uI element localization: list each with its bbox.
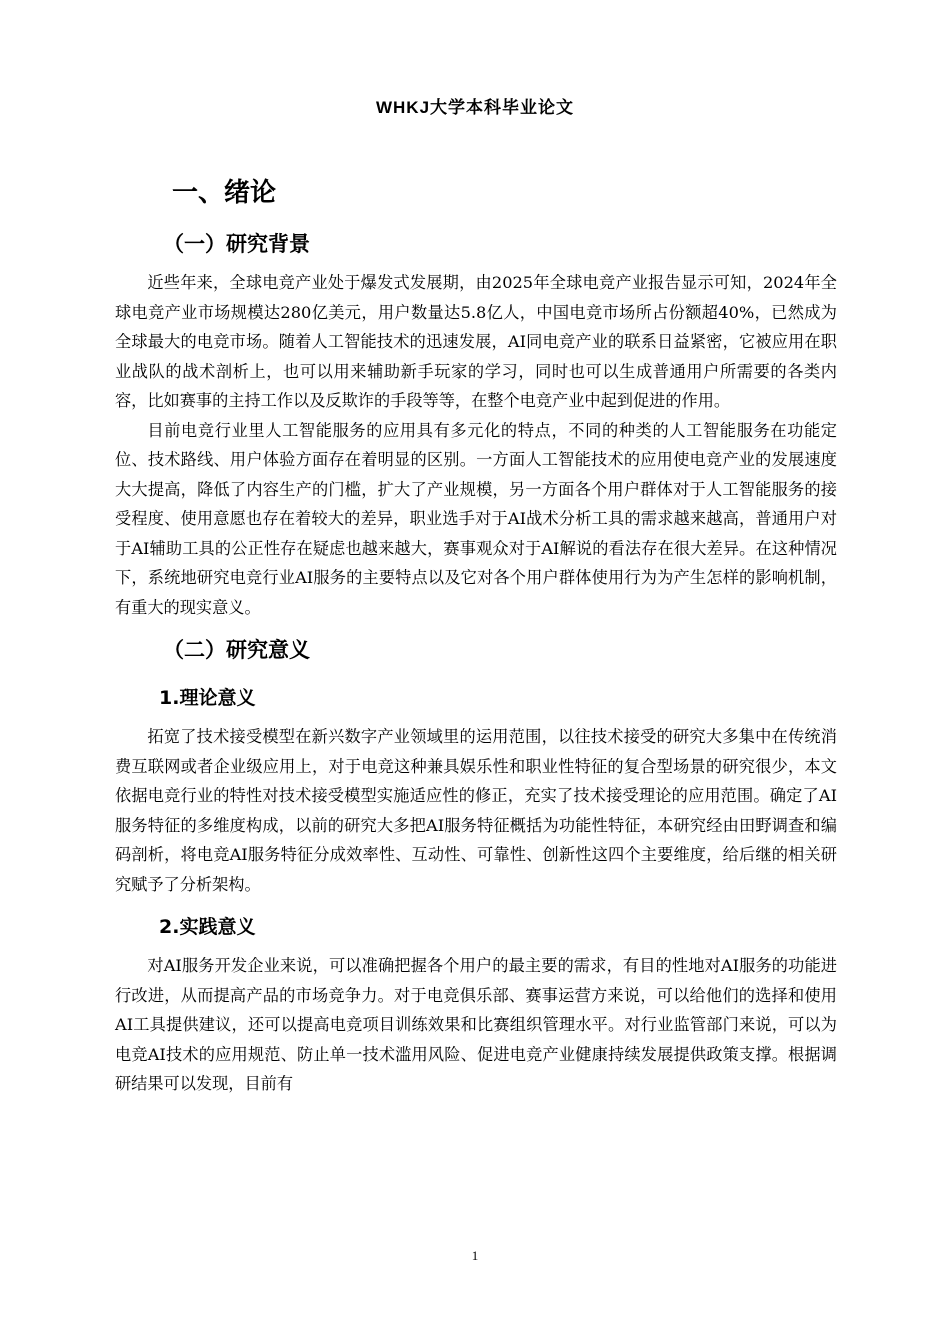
paragraph-background-2: 目前电竞行业里人工智能服务的应用具有多元化的特点，不同的种类的人工智能服务在功能定位、技术路线、用户体验方面存在着明显的区别。一方面人工智能技术的应用使电竞产业的发展速度大大提高，降低了内容生产的门槛，扩大了产业规模，另一方面各个用户群体对于人工智能服务的接受程度、使用意愿也存在着较大的差异，职业选手对于AI战术分析工具的需求越来越高，普通用户对于AI辅助工具的公正性存在疑虑也越来越大，赛事观众对于AI解说的看法存在很大差异。在这种情况下，系统地研究电竞行业AI服务的主要特点以及它对各个用户群体使用行为为产生怎样的影响机制，有重大的现实意义。 — [115, 420, 837, 617]
subsection-title-theoretical: 1.理论意义 — [159, 687, 256, 709]
page-number: 1 — [471, 1248, 479, 1263]
paragraph-practical: 对AI服务开发企业来说，可以准确把握各个用户的最主要的需求，有目的性地对AI服务的功能进行改进，从而提高产品的市场竞争力。对于电竞俱乐部、赛事运营方来说，可以给他们的选择和使用AI工具提供建议，还可以提高电竞项目训练效果和比赛组织管理水平。对行业监管部门来说，可以为电竞AI技术的应用规范、防止单一技术滥用风险、促进电竞产业健康持续发展提供政策支撑。根据调研结果可以发现，目前有 — [115, 956, 837, 1093]
paragraph-background-1: 近些年来，全球电竞产业处于爆发式发展期，由2025年全球电竞产业报告显示可知，2024年全球电竞产业市场规模达280亿美元，用户数量达5.8亿人，中国电竞市场所占份额超40%，已然成为全球最大的电竞市场。随着人工智能技术的迅速发展，AI同电竞产业的联系日益紧密，它被应用在职业战队的战术剖析上，也可以用来辅助新手玩家的学习，同时也可以生成普通用户所需要的各类内容，比如赛事的主持工作以及反欺诈的手段等等，在整个电竞产业中起到促进的作用。 — [115, 273, 837, 410]
section-title-significance: （二）研究意义 — [163, 638, 310, 662]
document-body — [115, 172, 837, 1099]
page-header-title: WHKJ大学本科毕业论文 — [375, 98, 575, 117]
subsection-title-practical: 2.实践意义 — [159, 916, 256, 938]
chapter-title: 一、绪论 — [172, 178, 277, 208]
section-title-background: （一）研究背景 — [163, 232, 310, 256]
header-rule — [115, 127, 837, 128]
paragraph-theoretical: 拓宽了技术接受模型在新兴数字产业领域里的运用范围，以往技术接受的研究大多集中在传统消费互联网或者企业级应用上，对于电竞这种兼具娱乐性和职业性特征的复合型场景的研究很少，本文依据电竞行业的特性对技术接受模型实施适应性的修正，充实了技术接受理论的应用范围。确定了AI服务特征的多维度构成，以前的研究大多把AI服务特征概括为功能性特征，本研究经由田野调查和编码剖析，将电竞AI服务特征分成效率性、互动性、可靠性、创新性这四个主要维度，给后继的相关研究赋予了分析架构。 — [115, 727, 837, 894]
